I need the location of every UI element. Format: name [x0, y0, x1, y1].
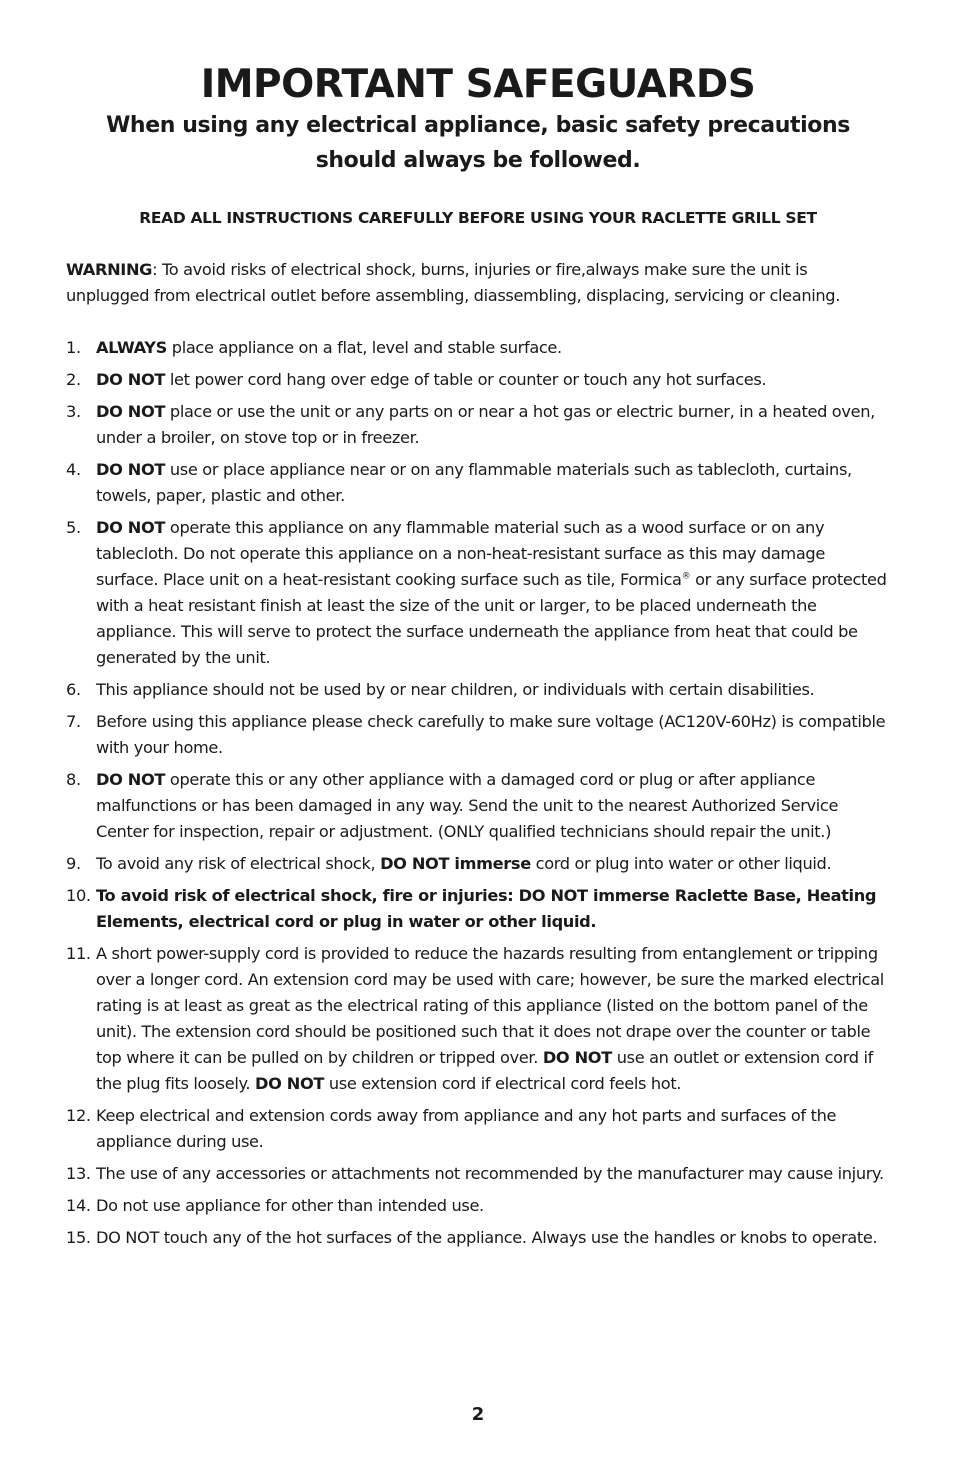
item-text: let power cord hang over edge of table or counter or touch any hot surfaces. — [165, 370, 767, 389]
item-bold-text-2: DO NOT — [255, 1074, 325, 1093]
item-number: 2. — [66, 370, 81, 389]
list-item — [66, 883, 890, 935]
item-number: 14. — [66, 1196, 91, 1215]
item-text: Before using this appliance please check carefully to make sure voltage (AC120V-60Hz) is compatible with your home. — [96, 712, 886, 757]
item-number: 6. — [66, 680, 81, 699]
subtitle-line-2: should always be followed. — [315, 148, 641, 173]
item-text-continued: or any surface protected with a heat resistant finish at least the size of the unit or larger, to be placed underneath the appliance. This will serve to protect the surface underneath the appliance from heat that could be generated by the unit. — [96, 570, 887, 667]
item-text: DO NOT touch any of the hot surfaces of the appliance. Always use the handles or knobs to operate. — [96, 1228, 878, 1247]
item-number: 1. — [66, 338, 81, 357]
item-text-lead: To avoid any risk of electrical shock, — [96, 854, 381, 873]
item-text: Keep electrical and extension cords away from appliance and any hot parts and surfaces of the appliance during use. — [96, 1106, 837, 1151]
item-number: 8. — [66, 770, 81, 789]
item-text-continued: use an outlet or extension cord if the plug fits loosely. — [96, 1048, 873, 1093]
item-number: 11. — [66, 944, 91, 963]
page-number: 2 — [471, 1404, 485, 1425]
list-item — [66, 1103, 890, 1155]
warning-text: : To avoid risks of electrical shock, burns, injuries or fire,always make sure the unit is unplugged from electrical outlet before assembling, diassembling, displacing, servicing or cleaning. — [66, 260, 841, 305]
warning-paragraph — [66, 257, 886, 309]
list-item — [66, 941, 890, 1097]
item-bold-text: DO NOT — [96, 402, 166, 421]
item-number: 4. — [66, 460, 81, 479]
item-number: 10. — [66, 886, 91, 905]
item-number: 3. — [66, 402, 81, 421]
item-text: use or place appliance near or on any flammable materials such as tablecloth, curtains, towels, paper, plastic and other. — [96, 460, 852, 505]
item-bold-text: DO NOT — [96, 518, 166, 537]
read-instructions-notice: READ ALL INSTRUCTIONS CAREFULLY BEFORE USING YOUR RACLETTE GRILL SET — [139, 209, 817, 227]
item-number: 15. — [66, 1228, 91, 1247]
warning-label: WARNING — [66, 260, 153, 279]
item-text: operate this or any other appliance with a damaged cord or plug or after appliance malfunctions or has been damaged in any way. Send the unit to the nearest Authorized Service Center for inspection, repair or adjustment. (ONLY qualified technicians should repair the unit.) — [96, 770, 839, 841]
item-text: cord or plug into water or other liquid. — [530, 854, 832, 873]
item-text-end: use extension cord if electrical cord feels hot. — [324, 1074, 682, 1093]
list-item — [66, 1225, 890, 1251]
item-text: The use of any accessories or attachments not recommended by the manufacturer may cause injury. — [96, 1164, 884, 1183]
safeguards-list — [66, 335, 890, 1257]
item-text: place or use the unit or any parts on or near a hot gas or electric burner, in a heated oven, under a broiler, on stove top or in freezer. — [96, 402, 875, 447]
list-item — [66, 851, 890, 877]
item-text: Do not use appliance for other than intended use. — [96, 1196, 484, 1215]
registered-mark: ® — [681, 571, 691, 582]
item-number: 7. — [66, 712, 81, 731]
list-item — [66, 399, 890, 451]
item-text: A short power-supply cord is provided to reduce the hazards resulting from entanglement or tripping over a longer cord. An extension cord may be used with care; however, be sure the marked electrical rating is at least as great as the electrical rating of this appliance (listed on the bottom panel of the unit). The extension cord should be positioned such that it does not drape over the counter or table top where it can be pulled on by children or tripped over. — [96, 944, 884, 1067]
list-item — [66, 457, 890, 509]
item-bold-text: DO NOT — [96, 770, 166, 789]
list-item — [66, 767, 890, 845]
subtitle-line-1: When using any electrical appliance, basic safety precautions — [106, 113, 850, 138]
list-item — [66, 367, 890, 393]
item-bold-text: DO NOT immerse — [380, 854, 531, 873]
item-number: 12. — [66, 1106, 91, 1125]
item-text: This appliance should not be used by or near children, or individuals with certain disabilities. — [96, 680, 815, 699]
item-text: operate this appliance on any flammable material such as a wood surface or on any tablecloth. Do not operate this appliance on a non-heat-resistant surface as this may damage surface. Place unit on a heat-resistant cooking surface such as tile, Formica — [96, 518, 825, 589]
list-item — [66, 1193, 890, 1219]
list-item — [66, 335, 890, 361]
page-title: IMPORTANT SAFEGUARDS — [200, 62, 756, 107]
item-text: place appliance on a flat, level and stable surface. — [166, 338, 562, 357]
item-number: 13. — [66, 1164, 91, 1183]
item-bold-text: ALWAYS — [96, 338, 167, 357]
item-bold-text: DO NOT — [542, 1048, 612, 1067]
item-number: 9. — [66, 854, 81, 873]
item-bold-text: To avoid risk of electrical shock, fire or injuries: DO NOT immerse Raclette Base, Heating Elements, electrical cord or plug in water or other liquid. — [96, 886, 877, 931]
item-bold-text: DO NOT — [96, 460, 166, 479]
item-number: 5. — [66, 518, 81, 537]
item-bold-text: DO NOT — [96, 370, 166, 389]
list-item — [66, 1161, 890, 1187]
list-item — [66, 677, 890, 703]
page-subtitle — [66, 108, 890, 178]
list-item — [66, 709, 890, 761]
list-item — [66, 515, 890, 671]
